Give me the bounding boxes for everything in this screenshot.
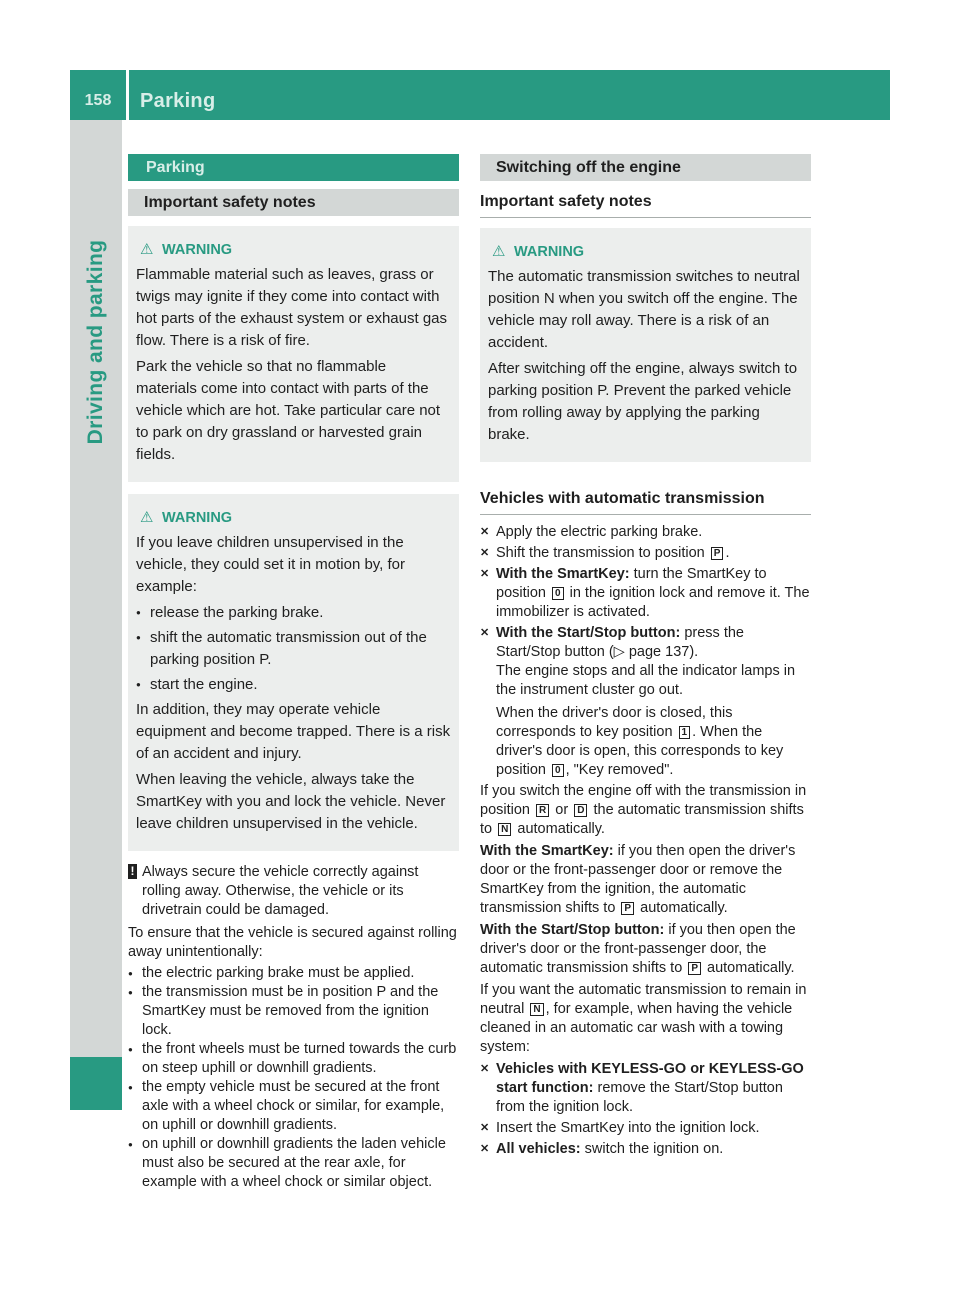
key-position-d: D: [574, 804, 587, 817]
warning-text: The automatic transmission switches to neutral position N when you switch off the engine. The vehicle may roll away. There is a risk of an accident.: [488, 268, 800, 351]
section-heading-parking: Parking: [128, 154, 459, 181]
warning-text: After switching off the engine, always switch to parking position P. Prevent the parked vehicle from rolling away by applying the parking brake.: [488, 360, 798, 443]
list-item: ● the electric parking brake must be applied.: [128, 964, 459, 983]
warning-title: ⚠ WARNING: [492, 243, 585, 260]
list-item: ● start the engine.: [136, 674, 451, 696]
list-item: ● the empty vehicle must be secured at the front axle with a wheel chock or similar, for example, on uphill or downhill gradients.: [128, 1078, 459, 1135]
paragraph: If you switch the engine off with the transmission in position R or D the automatic transmission shifts to N automatically.: [480, 783, 807, 837]
paragraph: With the SmartKey: if you then open the driver's door or the front-passenger door or remove the SmartKey from the ignition, the automatic transmission shifts to P automatically.: [480, 843, 796, 916]
warning-triangle-icon: ⚠: [140, 509, 154, 526]
step-item: ✕ Insert the SmartKey into the ignition lock.: [480, 1120, 760, 1136]
key-position-0: 0: [552, 587, 564, 600]
step-item: ✕ Apply the electric parking brake.: [480, 524, 703, 540]
step-arrow-icon: ✕: [480, 547, 490, 559]
warning-text: When leaving the vehicle, always take the SmartKey with you and lock the vehicle. Never leave children unsupervised in the vehicle.: [136, 771, 446, 832]
warning-text: Park the vehicle so that no flammable materials come into contact with parts of the vehicle which are hot. Take particular care not to park on dry grassland or harvested grain fields.: [136, 358, 441, 463]
header-title: Parking: [140, 90, 216, 112]
step-item: ✕ With the Start/Stop button: press the Start/Stop button (▷ page 137). The engine stops and all the indicator lamps in the instrument cluster go out. When the driver's door is closed, this corresponds to key position 1 . When the driver's door is open, this corresponds to key position 0 , "Key removed".: [480, 625, 796, 778]
key-position-0: 0: [552, 764, 564, 777]
bullet-list: [128, 964, 459, 1192]
list-item: ● the front wheels must be turned towards the curb on steep uphill or downhill gradients.: [128, 1040, 459, 1078]
warning-box-children: [128, 494, 459, 851]
step-arrow-icon: ✕: [480, 1063, 490, 1075]
step-list: [480, 1060, 811, 1159]
warning-triangle-icon: ⚠: [492, 243, 506, 260]
paragraph: With the Start/Stop button: if you then open the driver's door or the front-passenger door, the automatic transmission shifts to P automatically.: [480, 922, 796, 976]
step-list: [480, 523, 811, 780]
warning-title: ⚠ WARNING: [140, 241, 233, 258]
subsection-heading-safety: Important safety notes: [128, 189, 459, 216]
chapter-marker: [70, 1057, 122, 1110]
step-arrow-icon: ✕: [480, 568, 490, 580]
key-position-p: P: [688, 962, 701, 975]
step-item: ✕ Shift the transmission to position P .: [480, 545, 730, 561]
section-heading-switching-off: Switching off the engine: [480, 154, 811, 181]
warning-text: In addition, they may operate vehicle equipment and become trapped. There is a risk of an accident and injury.: [136, 701, 451, 762]
right-column: [480, 154, 811, 1161]
warning-bullet-list: [136, 602, 451, 696]
note: ! Always secure the vehicle correctly against rolling away. Otherwise, the vehicle or its drivetrain could be damaged.: [128, 863, 459, 920]
chapter-title: Driving and parking: [84, 239, 107, 445]
key-position-p: P: [711, 547, 724, 560]
step-arrow-icon: ✕: [480, 1122, 490, 1134]
warning-box-roll-away: [480, 228, 811, 462]
body-text: [480, 782, 811, 1057]
exclamation-icon: !: [128, 864, 137, 879]
warning-text: If you leave children unsupervised in the vehicle, they could set it in motion by, for example:: [136, 534, 406, 595]
header-divider: [126, 70, 129, 120]
paragraph: If you want the automatic transmission to remain in neutral N , for example, when having the vehicle cleaned in an automatic car wash with a towing system:: [480, 982, 807, 1055]
left-column: [128, 154, 459, 1192]
subsection-heading-safety: Important safety notes: [480, 193, 811, 218]
warning-triangle-icon: ⚠: [140, 241, 154, 258]
step-item: ✕ With the SmartKey: turn the SmartKey to position 0 in the ignition lock and remove it. The immobilizer is activated.: [480, 566, 810, 620]
step-arrow-icon: ✕: [480, 1143, 490, 1155]
key-position-n: N: [530, 1003, 543, 1016]
step-arrow-icon: ✕: [480, 526, 490, 538]
key-position-n: N: [498, 823, 511, 836]
subsection-heading-automatic: Vehicles with automatic transmission: [480, 490, 811, 515]
list-item: ● shift the automatic transmission out of the parking position P.: [136, 627, 451, 671]
warning-text: Flammable material such as leaves, grass or twigs may ignite if they come into contact with hot parts of the exhaust system or exhaust gas flow. There is a risk of fire.: [136, 266, 448, 349]
step-item: ✕ All vehicles: switch the ignition on.: [480, 1141, 724, 1157]
intro-text: To ensure that the vehicle is secured against rolling away unintentionally:: [128, 925, 457, 960]
key-position-r: R: [536, 804, 549, 817]
step-arrow-icon: ✕: [480, 627, 490, 639]
page-number: 158: [84, 92, 112, 109]
list-item: ● release the parking brake.: [136, 602, 451, 624]
step-item: ✕ Vehicles with KEYLESS-GO or KEYLESS-GO start function: remove the Start/Stop button from the ignition lock.: [480, 1061, 804, 1115]
key-position-p: P: [621, 902, 634, 915]
key-position-1: 1: [679, 726, 691, 739]
list-item: ● the transmission must be in position P and the SmartKey must be removed from the ignition lock.: [128, 983, 459, 1040]
list-item: ● on uphill or downhill gradients the laden vehicle must also be secured at the rear axle, for example with a wheel chock or similar object.: [128, 1135, 459, 1192]
warning-box-fire: [128, 226, 459, 482]
warning-title: ⚠ WARNING: [140, 509, 233, 526]
